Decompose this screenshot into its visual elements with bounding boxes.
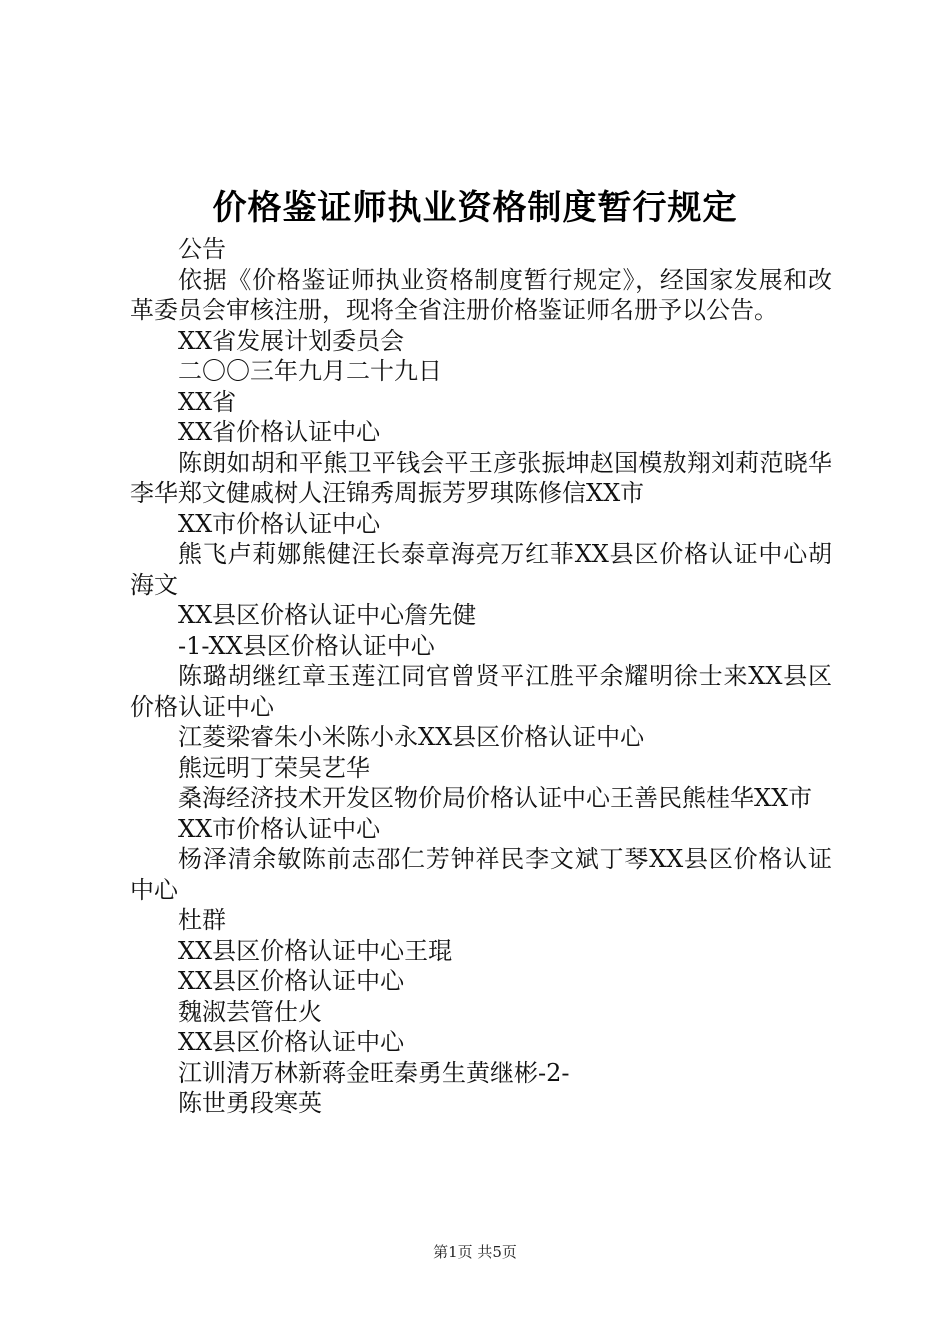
paragraph-date: 二〇〇三年九月二十九日 [178, 357, 442, 385]
paragraph-line: 陈朗如胡和平熊卫平钱会平王彦张振坤赵国模敖翔刘莉范晓华李华郑文健戚树人汪锦秀周振芳罗琪陈修信XX市 [130, 448, 832, 507]
paragraph-line: XX县区价格认证中心 [178, 1028, 405, 1056]
paragraph-line: 桑海经济技术开发区物价局价格认证中心王善民熊桂华XX市 [178, 784, 813, 812]
paragraph-line: XX市价格认证中心 [178, 509, 381, 538]
paragraph-line: XX省 [178, 387, 237, 416]
paragraph-line: XX省价格认证中心 [178, 418, 381, 446]
paragraph-line: 江训清万林新蒋金旺秦勇生黄继彬-2- [178, 1058, 570, 1087]
paragraph-line: 陈世勇段寒英 [178, 1089, 322, 1117]
paragraph-line: -1-XX县区价格认证中心 [178, 631, 435, 660]
paragraph-heading: 公告 [178, 235, 226, 263]
paragraph-line: 陈璐胡继红章玉莲江同官曾贤平江胜平余耀明徐士来XX县区价格认证中心 [130, 662, 832, 721]
paragraph-line: 熊远明丁荣吴艺华 [178, 753, 370, 782]
document-title: 价格鉴证师执业资格制度暂行规定 [212, 188, 738, 228]
paragraph-issuer: XX省发展计划委员会 [178, 326, 405, 355]
paragraph-intro: 依据《价格鉴证师执业资格制度暂行规定》，经国家发展和改革委员会审核注册，现将全省注册价格鉴证师名册予以公告。 [130, 265, 832, 324]
paragraph-line: 熊飞卢莉娜熊健汪长泰章海亮万红菲XX县区价格认证中心胡海文 [130, 540, 832, 599]
paragraph-line: XX县区价格认证中心 [178, 967, 405, 995]
paragraph-line: 杨泽清余敏陈前志邵仁芳钟祥民李文斌丁琴XX县区价格认证中心 [130, 845, 832, 904]
paragraph-line: 杜群 [178, 906, 226, 934]
paragraph-line: 江菱梁睿朱小米陈小永XX县区价格认证中心 [178, 723, 645, 751]
paragraph-line: XX市价格认证中心 [178, 814, 381, 843]
paragraph-line: XX县区价格认证中心王琨 [178, 936, 453, 965]
page-number-footer: 第1页 共5页 [433, 1243, 517, 1261]
paragraph-line: 魏淑芸管仕火 [178, 997, 322, 1026]
document-body [130, 234, 832, 1119]
paragraph-line: XX县区价格认证中心詹先健 [178, 601, 477, 629]
